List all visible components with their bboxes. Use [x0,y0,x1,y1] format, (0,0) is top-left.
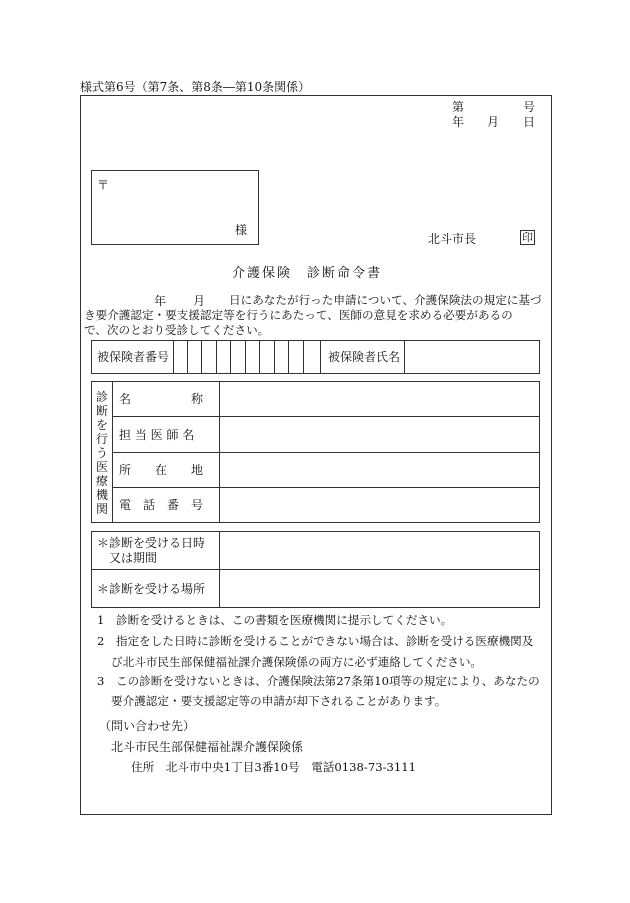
note-3-line-2: 要介護認定・要支援認定等の申請が却下されることがあります。 [111,694,447,708]
note-2-line-2: び北斗市民生部保健福祉課介護保険係の両方に必ず連絡してください。 [111,655,483,669]
note-2-line-1: 2 指定をした日時に診断を受けることができない場合は、診断を受ける医療機関及 [97,634,534,648]
document-title: 介護保険 診断命令書 [232,266,383,281]
contact-address: 住所 北斗市中央1丁目3番10号 電話0138-73-3111 [131,760,417,774]
note-1: 1 診断を受けるときは、この書類を医療機関に提示してください。 [97,613,453,627]
date-month: 月 [487,115,500,129]
intro-line-3: で、次のとおり受診してください。 [84,323,270,337]
doc-number-go: 号 [523,100,536,114]
date-day: 日 [523,115,536,129]
clinic-address-label: 所 在 地 [119,463,204,477]
doctor-name-label: 担 当 医 師 名 [119,428,195,442]
postal-mark: 〒 [97,178,110,192]
issuer-mayor: 北斗市長 [428,232,477,246]
datetime-label-1: ＊診断を受ける日時 [97,536,206,550]
address-box [91,170,259,245]
doc-number-dai: 第 [452,100,465,114]
form-label: 様式第6号（第7条、第8条―第10条関係） [80,80,311,94]
clinic-side-label: 診 断 を 行 う 医 療 機 関 [95,390,108,516]
clinic-phone-label: 電 話 番 号 [119,498,204,512]
insured-name-label: 被保険者氏名 [328,350,401,364]
note-3-line-1: 3 この診断を受けないときは、介護保険法第27条第10項等の規定により、あなたの [97,674,540,688]
intro-line-1: 日にあなたが行った申請について、介護保険法の規定に基づ [229,293,542,307]
insured-number-label: 被保険者番号 [97,350,170,364]
place-label: ＊診断を受ける場所 [97,582,206,596]
intro-line-2: き要介護認定・要支援認定等を行うにあたって、医師の意見を求める必要があるの [84,308,513,322]
datetime-label-2: 又は期間 [109,551,158,565]
clinic-name-label: 名 称 [119,392,204,406]
date-year: 年 [452,115,465,129]
contact-office: 北斗市民生部保健福祉課介護保険係 [111,740,304,754]
intro-month: 月 [193,294,206,308]
addressee-sama: 様 [235,223,248,237]
official-seal: 印 [522,231,533,244]
contact-heading: （問い合わせ先） [99,719,196,733]
intro-year: 年 [154,294,167,308]
